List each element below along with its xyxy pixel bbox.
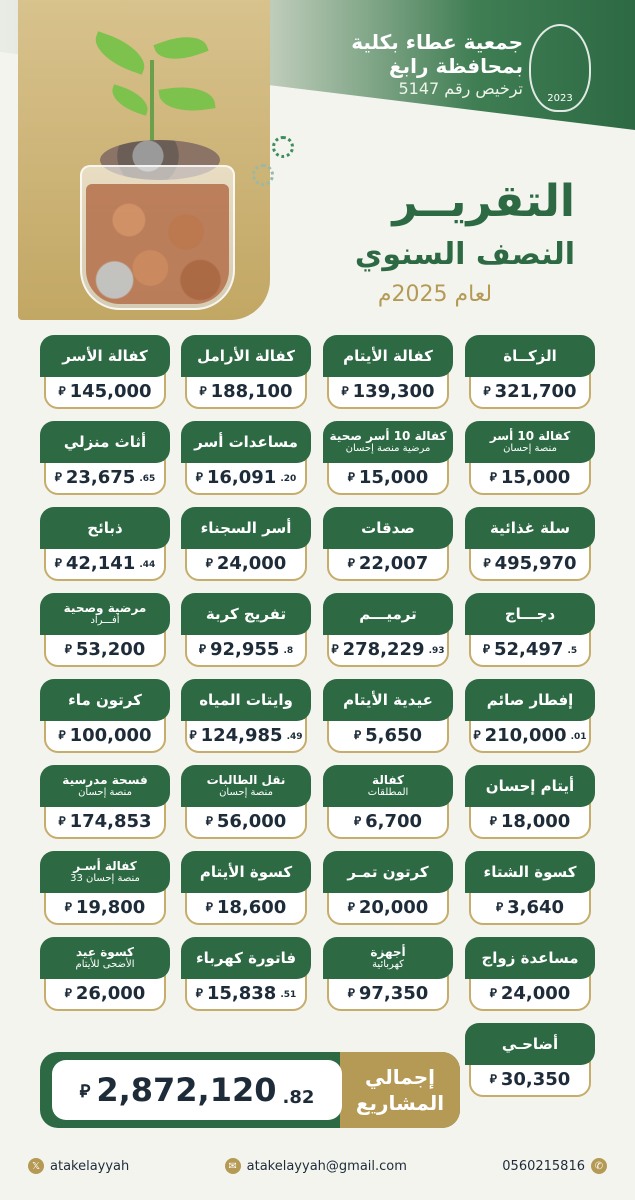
item-label [40,851,170,893]
item-label [40,593,170,635]
item-value-box [44,803,166,839]
whatsapp-icon: ✆ [591,1158,607,1174]
item-card [181,765,311,843]
item-value-box [469,545,591,581]
item-value-box [185,803,307,839]
item-card [40,421,170,499]
mail-icon: ✉ [225,1158,241,1174]
total-label: إجمالي المشاريع [340,1052,460,1128]
item-subtitle: المطلقات [367,787,409,798]
riyal-icon: ⃁ [54,555,62,570]
item-title: مرضية وصحية [63,601,147,615]
item-value-box [327,889,449,925]
item-value: 210,000 [484,724,567,746]
item-value-box [327,975,449,1011]
item-title: أجهزة [370,945,406,959]
item-title: أسر السجناء [200,518,292,537]
item-title: وايتات المياه [199,690,293,709]
item-value: 24,000 [500,982,571,1004]
item-value: 97,350 [358,982,429,1004]
riyal-icon: ⃁ [195,469,203,484]
riyal-icon: ⃁ [341,383,349,398]
item-label [465,335,595,377]
item-title: ذبائح [87,518,123,537]
item-title: مساعدة زواج [481,948,579,967]
item-title: كسوة الأيتام [199,862,293,881]
item-value-box [327,803,449,839]
item-card [40,593,170,671]
riyal-icon: ⃁ [495,899,504,914]
item-label [181,421,311,463]
item-card [465,765,595,843]
item-label [181,593,311,635]
item-label [465,679,595,721]
riyal-icon: ⃁ [483,383,491,398]
item-card [323,507,453,585]
item-card [181,851,311,929]
item-value: 20,000 [358,896,429,918]
item-label [465,421,595,463]
item-value: 495,970 [494,552,577,574]
item-label [40,765,170,807]
item-card [465,1023,595,1101]
item-title: كرتون ماء [68,690,142,709]
item-value: 26,000 [75,982,146,1004]
item-subtitle: منصة إحسان 33 [70,873,140,884]
item-value-box [327,717,449,753]
item-label [465,937,595,979]
item-subtitle: منصة إحسان [219,787,273,798]
item-label [181,507,311,549]
riyal-icon: ⃁ [64,985,72,1000]
item-card [465,593,595,671]
item-label [323,851,453,893]
item-label [40,421,170,463]
item-label [323,937,453,979]
item-card [465,421,595,499]
item-value: 16,091 [206,466,277,488]
report-subtitle: النصف السنوي [354,237,575,272]
riyal-icon: ⃁ [189,727,197,742]
item-title: الزكــاة [503,346,557,365]
item-title: كفالة الأرامل [197,346,295,365]
org-brand [273,30,523,100]
item-title: كفالة الأيتام [343,346,433,365]
item-value-box [44,459,166,495]
riyal-icon: ⃁ [347,555,355,570]
item-value-box [185,373,307,409]
riyal-icon: ⃁ [483,555,491,570]
riyal-icon: ⃁ [54,469,62,484]
item-value-box [469,373,591,409]
item-title: فاتورة كهرباء [195,948,297,967]
item-decimals: .01 [570,732,587,742]
item-value-box [44,717,166,753]
twitter-handle: atakelayyah [50,1158,130,1174]
item-decimals: .93 [428,646,445,656]
item-card [323,851,453,929]
item-subtitle: أفـــراد [90,615,120,626]
item-value-box [185,975,307,1011]
item-label [465,851,595,893]
item-title: كسوة الشتاء [483,862,577,881]
riyal-icon: ⃁ [79,1080,91,1102]
item-card [181,593,311,671]
item-label [40,937,170,979]
riyal-icon: ⃁ [331,641,339,656]
item-value: 52,497 [493,638,564,660]
item-title: أيتام إحسان [485,776,575,795]
item-value-box [185,717,307,753]
item-label [465,507,595,549]
item-label [40,679,170,721]
item-title: كفالة [372,773,404,787]
item-value: 6,700 [365,810,423,832]
riyal-icon: ⃁ [205,899,213,914]
item-value-box [469,1061,591,1097]
item-card [323,593,453,671]
item-title: كفالة 10 أسر صحية [329,429,447,443]
item-decimals: .65 [139,474,156,484]
riyal-icon: ⃁ [482,641,490,656]
riyal-icon: ⃁ [347,899,355,914]
riyal-icon: ⃁ [58,383,66,398]
item-title: فسحة مدرسية [62,773,148,787]
item-label [181,765,311,807]
item-card [40,507,170,585]
item-label [465,593,595,635]
item-decimals: .8 [283,646,294,656]
item-label [465,1023,595,1065]
item-card [323,679,453,757]
item-value-box [469,459,591,495]
item-value-box [327,373,449,409]
x-icon: 𝕏 [28,1158,44,1174]
item-card [181,679,311,757]
item-value: 19,800 [75,896,146,918]
item-value: 24,000 [216,552,287,574]
item-value: 174,853 [69,810,152,832]
item-card [465,507,595,585]
item-card [181,937,311,1015]
item-value-box [185,459,307,495]
item-value: 3,640 [507,896,565,918]
item-value-box [469,631,591,667]
org-logo [529,24,591,112]
item-title: صدقات [361,518,415,537]
item-card [181,421,311,499]
item-value: 18,600 [216,896,287,918]
item-value: 23,675 [65,466,136,488]
riyal-icon: ⃁ [205,813,213,828]
riyal-icon: ⃁ [347,469,355,484]
coin-jar [80,165,235,310]
item-card [465,937,595,1015]
item-value-box [469,975,591,1011]
item-label [40,335,170,377]
total-value: 2,872,120 [96,1071,277,1109]
item-card [40,679,170,757]
item-label [323,421,453,463]
item-value-box [327,631,449,667]
item-decimals: .44 [139,560,156,570]
item-label [323,765,453,807]
item-value: 5,650 [365,724,423,746]
riyal-icon: ⃁ [353,727,362,742]
email-link[interactable] [225,1158,407,1174]
item-decimals: .51 [280,990,297,1000]
phone-link[interactable] [502,1158,607,1174]
item-title: كرتون تمـر [347,862,429,881]
item-value: 124,985 [200,724,283,746]
item-card [181,335,311,413]
report-title: التقريــر [392,176,575,227]
item-label [40,507,170,549]
flower-icon [272,136,294,158]
item-value-box [44,975,166,1011]
riyal-icon: ⃁ [489,469,497,484]
item-label [181,937,311,979]
org-name-line1: جمعية عطاء بكلية [351,30,523,54]
riyal-icon: ⃁ [473,727,481,742]
item-value: 92,955 [209,638,280,660]
item-title: إفطار صائم [486,690,574,709]
item-card [181,507,311,585]
item-decimals: .49 [286,732,303,742]
item-label [181,335,311,377]
item-card [465,335,595,413]
phone-number: 0560215816 [502,1158,585,1174]
item-value-box [327,459,449,495]
footer [0,1148,635,1184]
item-value: 188,100 [210,380,293,402]
item-label [181,851,311,893]
riyal-icon: ⃁ [195,985,203,1000]
item-value-box [44,631,166,667]
item-value-box [185,889,307,925]
item-value: 42,141 [65,552,136,574]
riyal-icon: ⃁ [64,899,72,914]
item-title: كفالة 10 أسر [489,429,571,443]
riyal-icon: ⃁ [347,985,355,1000]
item-title: كفالة أسـر [73,859,137,873]
item-card [465,679,595,757]
item-label [323,593,453,635]
item-value: 145,000 [69,380,152,402]
item-label [323,335,453,377]
item-value: 15,000 [500,466,571,488]
item-title: أثاث منزلي [63,432,147,451]
item-title: أضاحـي [501,1034,559,1053]
item-label [323,679,453,721]
coins [86,184,229,304]
item-card [40,851,170,929]
item-value-box [44,889,166,925]
riyal-icon: ⃁ [64,641,72,656]
riyal-icon: ⃁ [58,727,66,742]
item-card [465,851,595,929]
item-title: تفريج كربة [205,604,287,623]
item-value-box [185,545,307,581]
report-year: لعام 2025م [377,282,493,307]
item-value: 18,000 [500,810,571,832]
riyal-icon: ⃁ [489,1071,497,1086]
item-title: سلة غذائية [489,518,571,537]
item-title: مساعدات أسر [194,432,298,451]
item-value: 15,838 [206,982,277,1004]
logo-year: 2023 [547,93,573,104]
item-subtitle: منصة إحسان [503,443,557,454]
item-value: 30,350 [500,1068,571,1090]
riyal-icon: ⃁ [489,985,497,1000]
item-title: كسوة عيد [76,945,135,959]
item-title: ترميـــم [359,604,417,623]
item-card [323,937,453,1015]
item-card [40,937,170,1015]
item-subtitle: كهربائية [372,959,404,970]
org-name-line2: بمحافظة رابغ [388,54,523,78]
riyal-icon: ⃁ [489,813,497,828]
item-title: نقل الطالبات [206,773,286,787]
item-label [181,679,311,721]
item-value: 139,300 [352,380,435,402]
item-card [40,765,170,843]
item-card [323,765,453,843]
item-title: دجـــاج [504,604,556,623]
item-value-box [469,803,591,839]
total-amount [52,1060,342,1120]
item-value: 53,200 [75,638,146,660]
item-value-box [469,889,591,925]
total-decimals: .82 [282,1087,315,1108]
riyal-icon: ⃁ [198,641,206,656]
riyal-icon: ⃁ [199,383,207,398]
item-card [40,335,170,413]
total-box [40,1052,460,1128]
riyal-icon: ⃁ [205,555,213,570]
flower-icon [252,164,274,186]
license-number: ترخيص رقم 5147 [398,79,523,98]
item-value: 15,000 [358,466,429,488]
item-value: 100,000 [69,724,152,746]
item-card [323,421,453,499]
item-label [465,765,595,807]
riyal-icon: ⃁ [58,813,66,828]
item-value: 321,700 [494,380,577,402]
email-address: atakelayyah@gmail.com [246,1158,407,1174]
item-value-box [185,631,307,667]
item-title: كفالة الأسر [62,346,148,365]
twitter-link[interactable] [28,1158,129,1174]
item-decimals: .5 [567,646,578,656]
item-value-box [469,717,591,753]
item-value-box [327,545,449,581]
item-card [323,335,453,413]
item-label [323,507,453,549]
item-subtitle: الأضحى للأيتام [75,959,135,970]
riyal-icon: ⃁ [353,813,362,828]
item-decimals: .20 [280,474,297,484]
item-value: 22,007 [358,552,429,574]
item-subtitle: مرضية منصة إحسان [345,443,431,454]
item-value-box [44,373,166,409]
item-subtitle: منصة إحسان [78,787,132,798]
item-value: 278,229 [342,638,425,660]
item-value-box [44,545,166,581]
item-title: عيدية الأيتام [343,690,433,709]
item-value: 56,000 [216,810,287,832]
